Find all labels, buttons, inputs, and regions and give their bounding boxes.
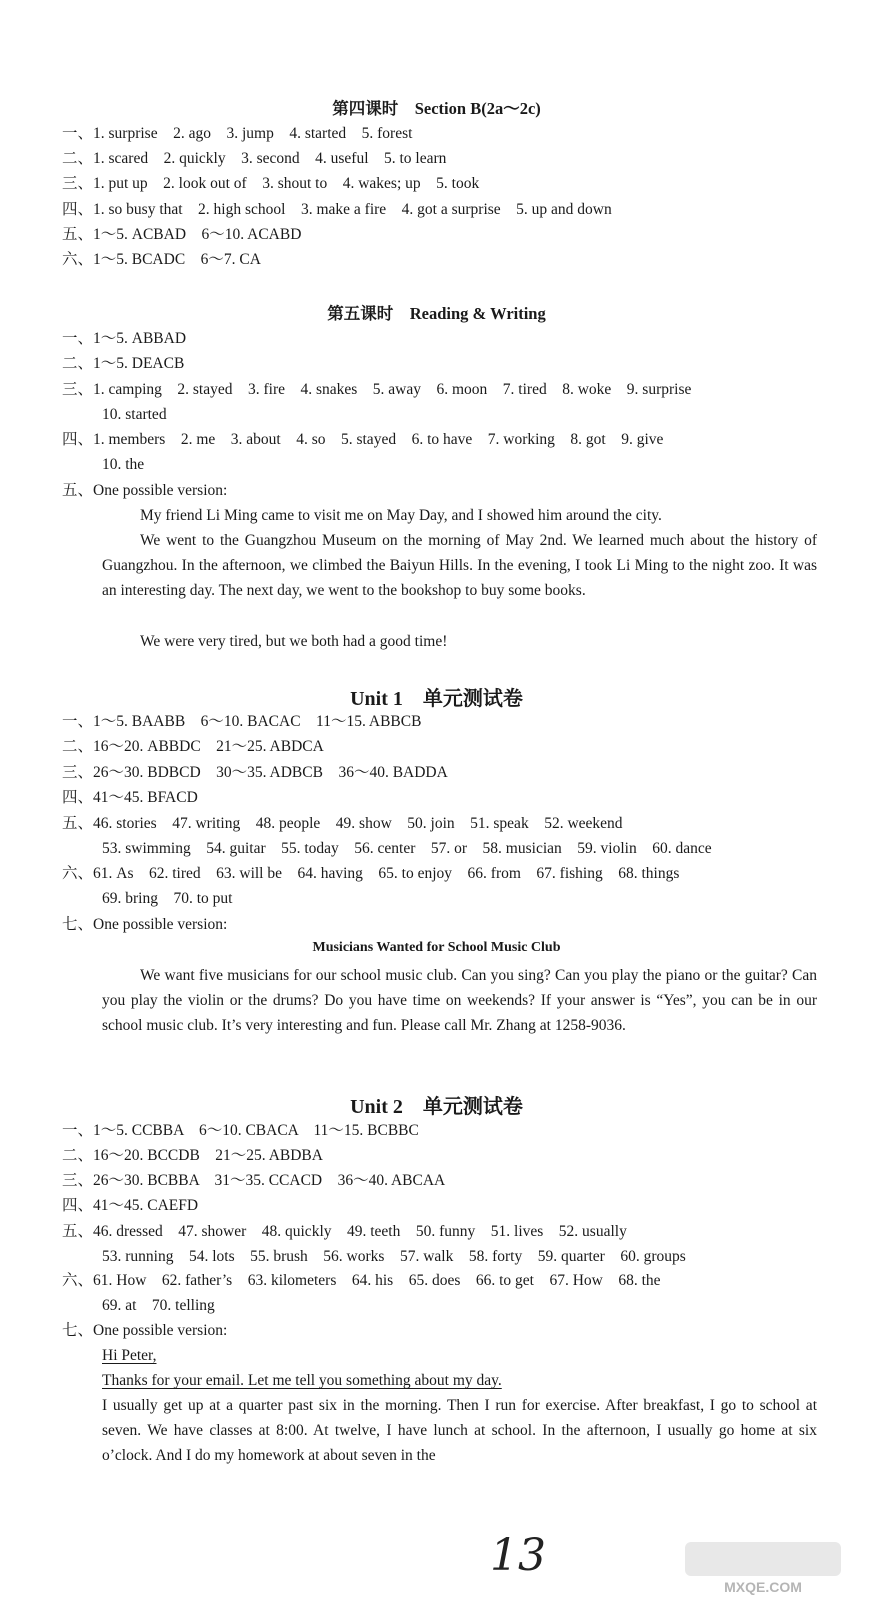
answer-line: 三、26～30. BDBCD 30～35. ADBCB 36～40. BADDA <box>62 764 448 781</box>
answer-line: 六、61. How 62. father’s 63. kilometers 64. his 65. does 66. to get 67. How 68. the <box>62 1272 661 1289</box>
answer-line: 一、1～5. ABBAD <box>62 330 187 347</box>
answer-line: 六、61. As 62. tired 63. will be 64. having 65. to enjoy 66. from 67. fishing 68. things <box>62 865 680 882</box>
page-number: 13 <box>490 1530 546 1581</box>
answer-line: 10. started <box>102 406 167 423</box>
section-title-lesson5: 第五课时 Reading & Writing <box>327 304 546 323</box>
answer-line: 二、1. scared 2. quickly 3. second 4. useful 5. to learn <box>62 150 447 167</box>
answer-line: 四、41～45. BFACD <box>62 789 198 806</box>
answer-line: 四、1. members 2. me 3. about 4. so 5. stayed 6. to have 7. working 8. got 9. give <box>62 431 664 448</box>
essay-title: Musicians Wanted for School Music Club <box>312 940 561 955</box>
answer-line: 三、26～30. BCBBA 31～35. CCACD 36～40. ABCAA <box>62 1172 446 1189</box>
section-title-lesson4: 第四课时 Section B(2a～2c) <box>332 99 541 118</box>
answer-line: 53. swimming 54. guitar 55. today 56. center 57. or 58. musician 59. violin 60. dance <box>102 840 712 857</box>
answer-line: 53. running 54. lots 55. brush 56. works 57. walk 58. forty 59. quarter 60. groups <box>102 1248 686 1265</box>
essay-paragraph: We went to the Guangzhou Museum on the morning of May 2nd. We learned much about the history of Guangzhou. In the afternoon, we climbed the Baiyun Hills. In the evening, I took Li Ming to the night zoo. It was an interesting day. The next day, we went to the bookshop to buy some books. <box>102 532 817 599</box>
answer-line: 二、16～20. BCCDB 21～25. ABDBA <box>62 1147 323 1164</box>
answer-line: 五、46. stories 47. writing 48. people 49. show 50. join 51. speak 52. weekend <box>62 815 623 832</box>
answer-line: 三、1. put up 2. look out of 3. shout to 4. wakes; up 5. took <box>62 175 480 192</box>
watermark-logo <box>683 1540 843 1598</box>
answer-line: 七、One possible version: <box>62 1322 228 1339</box>
answer-line: 一、1～5. BAABB 6～10. BACAC 11～15. ABBCB <box>62 713 422 730</box>
essay-paragraph: My friend Li Ming came to visit me on May Day, and I showed him around the city. <box>140 507 662 524</box>
answer-line: 六、1～5. BCADC 6～7. CA <box>62 251 261 268</box>
answer-line: 三、1. camping 2. stayed 3. fire 4. snakes 5. away 6. moon 7. tired 8. woke 9. surprise <box>62 381 692 398</box>
answer-line: 四、1. so busy that 2. high school 3. make a fire 4. got a surprise 5. up and down <box>62 201 612 218</box>
unit-title: Unit 2 单元测试卷 <box>350 1096 523 1118</box>
answer-line: 七、One possible version: <box>62 916 228 933</box>
answer-line: 二、16～20. ABBDC 21～25. ABDCA <box>62 738 324 755</box>
essay-paragraph: We were very tired, but we both had a good time! <box>140 633 448 650</box>
answer-line: 五、One possible version: <box>62 482 228 499</box>
letter-greeting: Hi Peter, <box>102 1347 157 1364</box>
answer-line: 四、41～45. CAEFD <box>62 1197 199 1214</box>
unit-title: Unit 1 单元测试卷 <box>350 688 523 710</box>
answer-line: 五、1～5. ACBAD 6～10. ACABD <box>62 226 302 243</box>
answer-line: 一、1. surprise 2. ago 3. jump 4. started 5. forest <box>62 125 413 142</box>
answer-line: 一、1～5. CCBBA 6～10. CBACA 11～15. BCBBC <box>62 1122 419 1139</box>
letter-intro: Thanks for your email. Let me tell you something about my day. <box>102 1372 502 1389</box>
essay-paragraph: I usually get up at a quarter past six in the morning. Then I run for exercise. After breakfast, I go to school at seven. We have classes at 8:00. At twelve, I have lunch at school. In the afternoon, I usually go home at six o’clock. And I do my homework at about seven in the <box>102 1397 817 1464</box>
answer-line: 10. the <box>102 456 145 473</box>
answer-line: 69. bring 70. to put <box>102 890 233 907</box>
answer-line: 二、1～5. DEACB <box>62 355 185 372</box>
answer-line: 69. at 70. telling <box>102 1297 215 1314</box>
answer-line: 五、46. dressed 47. shower 48. quickly 49. teeth 50. funny 51. lives 52. usually <box>62 1223 627 1240</box>
essay-paragraph: We want five musicians for our school music club. Can you sing? Can you play the piano or the guitar? Can you play the violin or the drums? Do you have time on weekends? If your answer is “Yes”, you can be in our school music club. It’s very interesting and fun. Please call Mr. Zhang at 1258-9036. <box>102 967 817 1034</box>
watermark-text: MXQE.COM <box>724 1579 802 1595</box>
